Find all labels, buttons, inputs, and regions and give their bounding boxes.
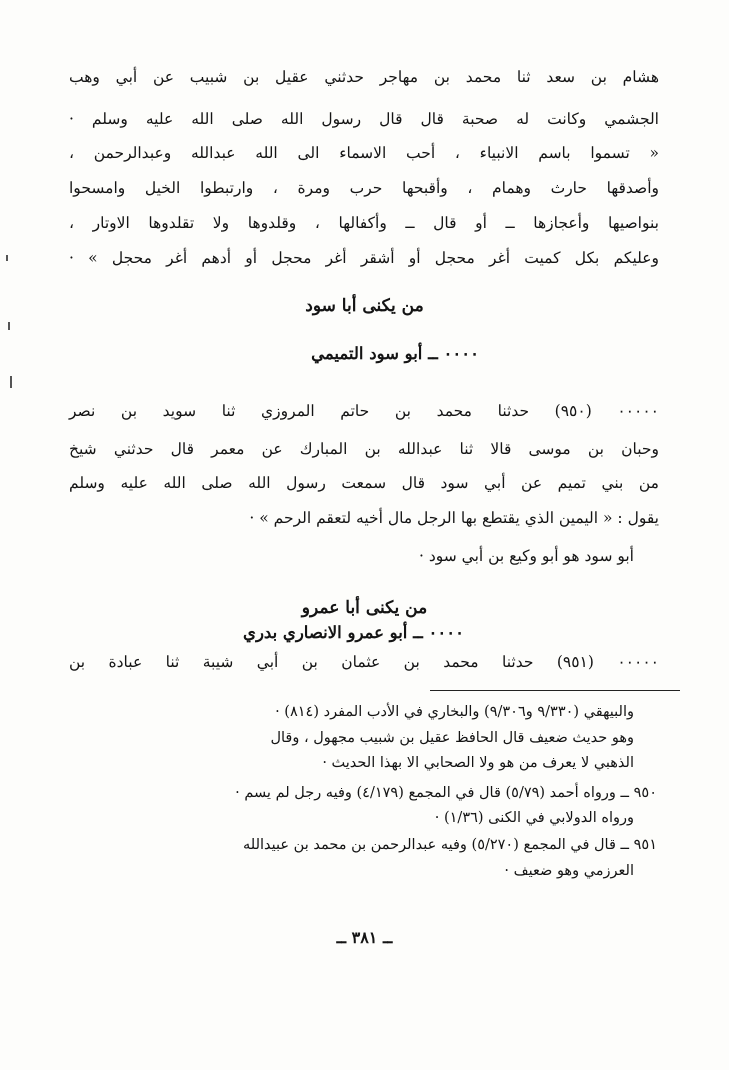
body-line-4: وأصدقها حارث وهمام ، وأقبحها حرب ومرة ، وارتبطوا الخيل وامسحوا [69, 179, 659, 197]
footnote-950-line-2: ورواه الدولابي في الكنى (١/٣٦) · [434, 810, 634, 826]
scan-speck [6, 255, 8, 261]
body-line-6: وعليكم بكل كميت أغر محجل أو أشقر أغر محجل أو أدهم أغر محجل » · [69, 249, 659, 267]
footnote-950-line-1: ٩٥٠ ــ ورواه أحمد (٥/٧٩) قال في المجمع (٤/١٧٩) وفيه رجل لم يسم · [235, 785, 657, 801]
body-line-1: هشام بن سعد ثنا محمد بن مهاجر حدثني عقيل بن شبيب عن أبي وهب [69, 68, 659, 86]
footnote-951-line-2: العرزمي وهو ضعيف · [504, 863, 634, 879]
scan-speck [10, 376, 12, 388]
body-line-5: بنواصيها وأعجازها ــ أو قال ــ وأكفالها ، وقلدوها ولا تقلدوها الاوتار ، [69, 214, 659, 232]
footnote-line-3: الذهبي لا يعرف من هو ولا الصحابي الا بهذا الحديث · [322, 755, 634, 771]
hadith-950-line-1: ٠٠٠٠٠ (٩٥٠) حدثنا محمد بن حاتم المروزي ثنا سويد بن نصر [69, 402, 659, 420]
hadith-950-line-5: أبو سود هو أبو وكيع بن أبي سود · [418, 547, 634, 565]
footnote-line-2: وهو حديث ضعيف قال الحافظ عقيل بن شبيب مجهول ، وقال [270, 730, 634, 746]
section-heading-abu-sud: من يكنى أبا سود [305, 296, 424, 316]
hadith-950-line-3: من بني تميم عن أبي سود قال سمعت رسول الله صلى الله عليه وسلم [69, 474, 659, 492]
body-line-3: « تسموا باسم الانبياء ، أحب الاسماء الى الله عبدالله وعبدالرحمن ، [69, 144, 659, 162]
footnote-951-line-1: ٩٥١ ــ قال في المجمع (٥/٢٧٠) وفيه عبدالرحمن بن محمد بن عبيدالله [243, 837, 657, 853]
footnote-separator [430, 690, 680, 691]
hadith-950-line-4: يقول : « اليمين الذي يقتطع بها الرجل مال أخيه لتعقم الرحم » · [249, 509, 659, 527]
hadith-951-line-1: ٠٠٠٠٠ (٩٥١) حدثنا محمد بن عثمان بن أبي شيبة ثنا عبادة بن [69, 653, 659, 671]
hadith-950-line-2: وحبان بن موسى قالا ثنا عبدالله بن المبارك عن معمر قال حدثني شيخ [69, 440, 659, 458]
section-heading-abu-amr: من يكنى أبا عمرو [301, 598, 428, 618]
scan-speck [8, 322, 10, 330]
footnote-line-1: والبيهقي (٩/٣٣٠ و٩/٣٠٦) والبخاري في الأدب المفرد (٨١٤) · [275, 704, 634, 720]
subheading-abu-sud-tamimi: ٠٠٠٠ ــ أبو سود التميمي [311, 344, 479, 363]
body-line-2: الجشمي وكانت له صحبة قال قال رسول الله صلى الله عليه وسلم · [69, 110, 659, 128]
subheading-abu-amr-ansari: ٠٠٠٠ ــ أبو عمرو الانصاري بدري [243, 623, 464, 642]
page-number: ــ ٣٨١ ــ [336, 928, 393, 947]
